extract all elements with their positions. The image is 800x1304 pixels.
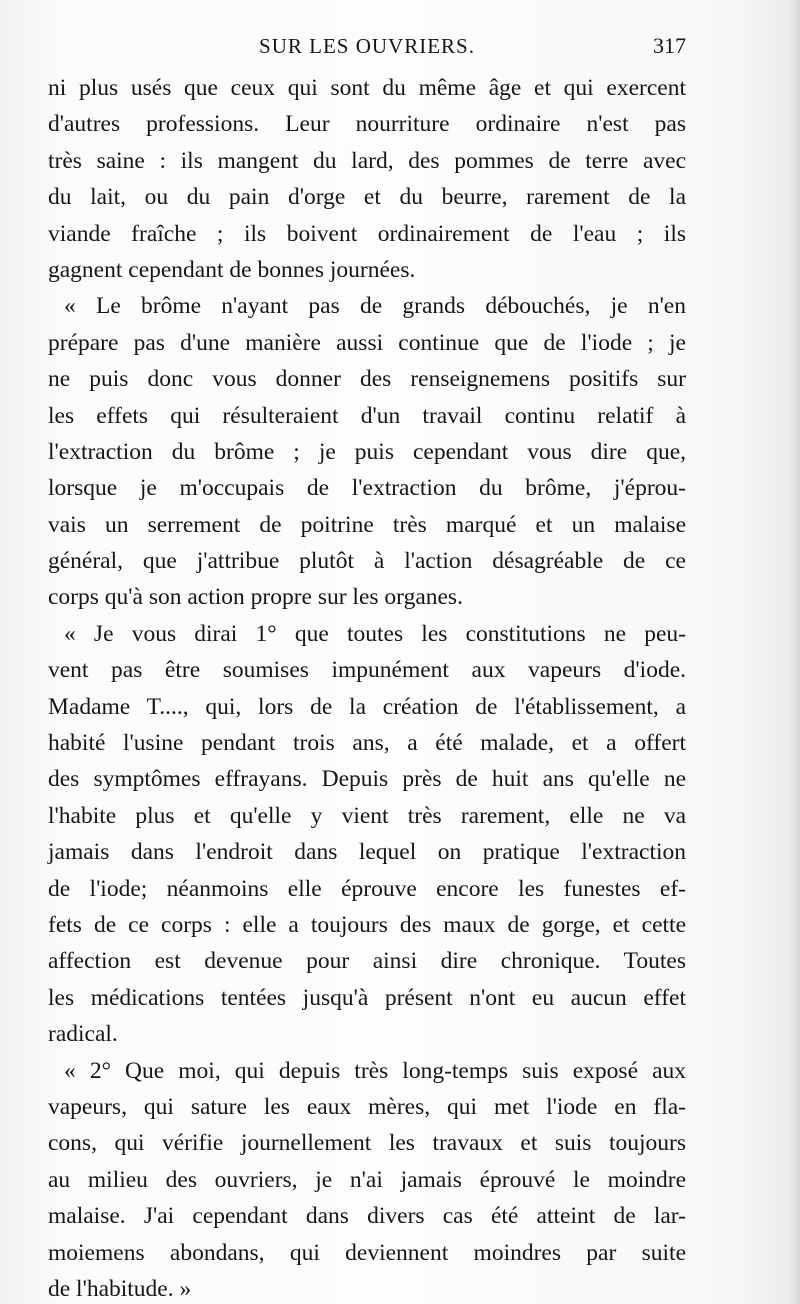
- text-line: cons, qui vérifie journellement les travaux et suis toujours: [48, 1130, 686, 1157]
- text-line: Madame T...., qui, lors de la création de l'établissement, a: [48, 693, 686, 720]
- page-body: [48, 70, 686, 1304]
- text-line: vapeurs, qui sature les eaux mères, qui met l'iode en fla-: [48, 1093, 686, 1120]
- text-line: corps qu'à son action propre sur les organes.: [48, 584, 463, 611]
- text-line: de l'habitude. »: [48, 1275, 192, 1302]
- text-line: ni plus usés que ceux qui sont du même âge et qui exercent: [48, 75, 686, 101]
- text-line: moiemens abondans, qui deviennent moindres par suite: [48, 1239, 686, 1266]
- text-line: fets de ce corps : elle a toujours des maux de gorge, et cette: [48, 911, 686, 938]
- text-line: viande fraîche ; ils boivent ordinairement de l'eau ; ils: [48, 220, 686, 247]
- text-line: « Je vous dirai 1° que toutes les constitutions ne peu-: [64, 620, 686, 647]
- text-line: « Le brôme n'ayant pas de grands débouchés, je n'en: [64, 293, 686, 320]
- text-line: l'extraction du brôme ; je puis cependant vous dire que,: [48, 438, 686, 465]
- text-line: jamais dans l'endroit dans lequel on pratique l'extraction: [48, 839, 686, 866]
- page-header: [48, 30, 686, 62]
- scan-edge-shadow: [790, 0, 800, 1304]
- text-line: des symptômes effrayans. Depuis près de huit ans qu'elle ne: [48, 766, 686, 793]
- text-line: les effets qui résulteraient d'un travail continu relatif à: [48, 402, 686, 429]
- text-line: d'autres professions. Leur nourriture ordinaire n'est pas: [48, 111, 686, 138]
- text-line: « 2° Que moi, qui depuis très long-temps suis exposé aux: [64, 1057, 686, 1084]
- text-line: radical.: [48, 1021, 118, 1048]
- text-line: affection est devenue pour ainsi dire chronique. Toutes: [48, 948, 686, 975]
- text-line: malaise. J'ai cependant dans divers cas été atteint de lar-: [48, 1203, 686, 1230]
- text-line: général, que j'attribue plutôt à l'action désagréable de ce: [48, 548, 686, 575]
- text-line: vent pas être soumises impunément aux vapeurs d'iode.: [48, 657, 686, 684]
- text-line: lorsque je m'occupais de l'extraction du brôme, j'éprou-: [48, 475, 686, 502]
- text-line: du lait, ou du pain d'orge et du beurre, rarement de la: [48, 184, 686, 211]
- text-line: les médications tentées jusqu'à présent n'ont eu aucun effet: [48, 984, 686, 1011]
- running-head: SUR LES OUVRIERS.: [259, 34, 475, 58]
- text-line: vais un serrement de poitrine très marqué et un malaise: [48, 511, 686, 538]
- text-line: très saine : ils mangent du lard, des pommes de terre avec: [48, 147, 686, 174]
- text-line: au milieu des ouvriers, je n'ai jamais éprouvé le moindre: [48, 1166, 686, 1193]
- text-line: l'habite plus et qu'elle y vient très rarement, elle ne va: [48, 802, 686, 829]
- page-number: 317: [653, 33, 686, 58]
- text-line: habité l'usine pendant trois ans, a été malade, et a offert: [48, 730, 686, 757]
- text-line: de l'iode; néanmoins elle éprouve encore les funestes ef-: [48, 875, 686, 902]
- text-line: gagnent cependant de bonnes journées.: [48, 256, 416, 283]
- text-line: prépare pas d'une manière aussi continue que de l'iode ; je: [48, 329, 686, 356]
- text-line: ne puis donc vous donner des renseignemens positifs sur: [48, 366, 686, 393]
